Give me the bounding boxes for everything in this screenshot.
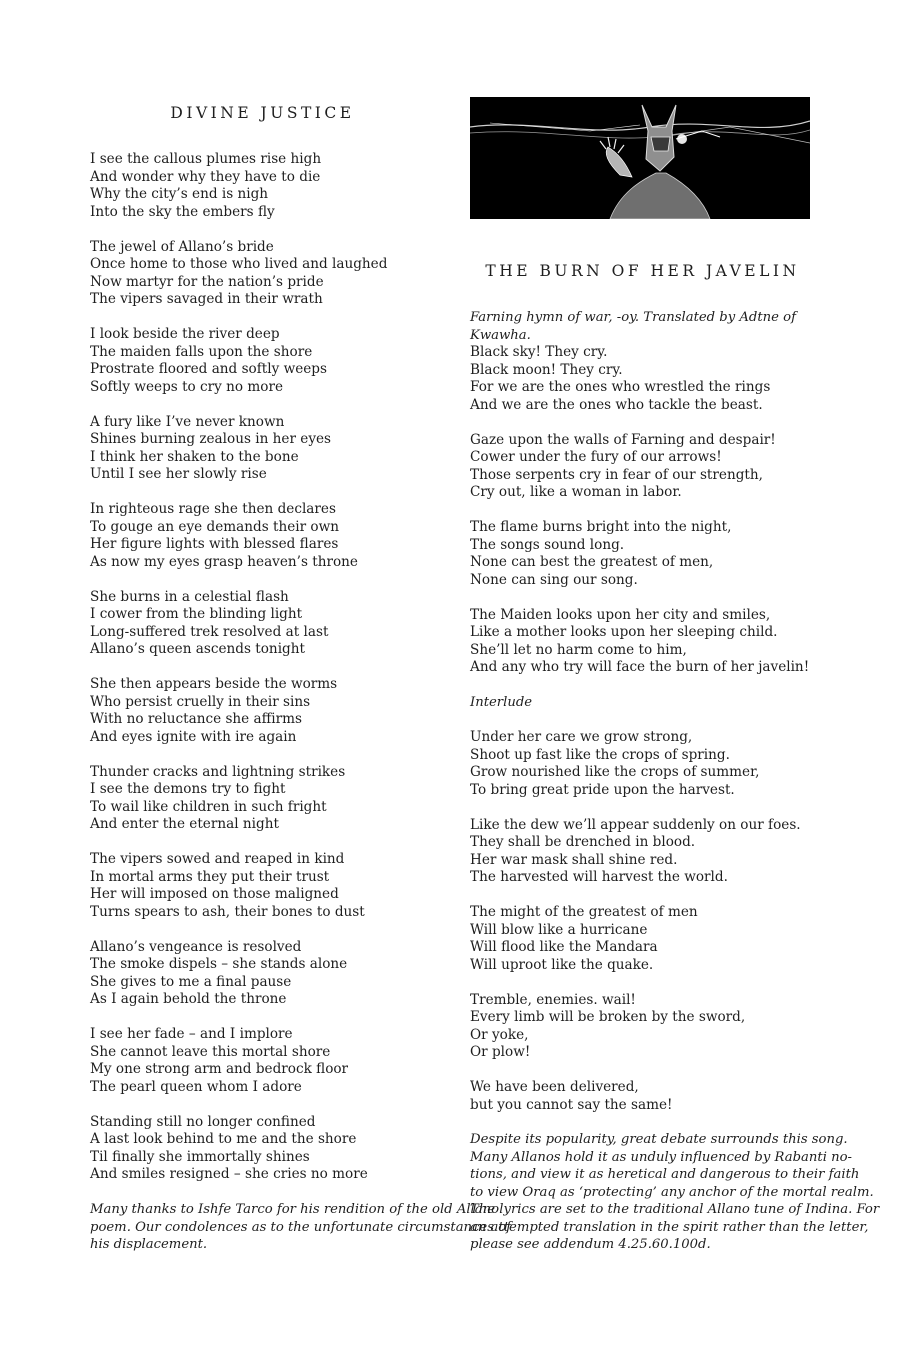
interlude-label: Interlude [470,695,533,710]
note-line: please see addendum 4.25.60.100d. [470,1237,711,1252]
note-line: Many Allanos hold it as unduly influenced by Rabanti no- [470,1149,853,1165]
poem-line: She gives to me a final pause [90,973,292,990]
poem-line: The pearl queen whom I adore [90,1078,302,1095]
poem-line: She then appears beside the worms [90,676,338,692]
poem-line: They shall be drenched in blood. [470,834,696,850]
poem-line: I think her shaken to the bone [90,448,299,465]
note-line: tions, and view it as heretical and dangerous to their faith [470,1167,860,1182]
poem-line: And any who try will face the burn of her javelin! [470,659,810,675]
poem-line: Her will imposed on those maligned [90,886,339,902]
poem-line: A last look behind to me and the shore [90,1131,357,1147]
poem-line: I see the demons try to fight [90,781,286,797]
poem-line: The flame burns bright into the night, [470,519,732,535]
poem-title-divine-justice: DIVINE JUSTICE [170,104,355,122]
poem-line: With no reluctance she affirms [90,711,303,727]
stanza [470,607,815,677]
poem-line: Cry out, like a woman in labor. [470,484,682,500]
stanza [90,851,435,921]
poem-body-divine-justice [90,151,435,1201]
poem-line: Like the dew we’ll appear suddenly on our foes. [470,816,801,833]
poem-line: Or plow! [470,1044,531,1060]
poem-line: The jewel of Allano’s bride [90,238,274,255]
poem-line: None can sing our song. [470,571,638,588]
poem-body-burn-part-b [470,729,815,1132]
poem-line: Grow nourished like the crops of summer, [470,764,760,780]
poem-line: The vipers savaged in their wrath [90,291,323,307]
poem-body-burn-part-a [470,344,815,694]
poem-line: Who persist cruelly in their sins [90,693,311,710]
poem-line: Allano’s vengeance is resolved [90,938,302,955]
poem-line: Her war mask shall shine red. [470,851,678,868]
poem-line: And eyes ignite with ire again [90,728,297,745]
poem-line: She cannot leave this mortal shore [90,1043,331,1060]
stanza [90,414,435,484]
poem-line: Shines burning zealous in her eyes [90,431,332,447]
poem-line: For we are the ones who wrestled the rings [470,379,771,395]
poem-line: Will flood like the Mandara [470,939,658,955]
poem-line: Tremble, enemies. wail! [470,991,636,1008]
poem-line: In mortal arms they put their trust [90,868,330,885]
poem-line: Thunder cracks and lightning strikes [90,763,346,780]
poem-line: Once home to those who lived and laughed [90,256,388,272]
poem-line: Under her care we grow strong, [470,729,693,745]
note-line: his displacement. [90,1237,208,1252]
poem-line: The vipers sowed and reaped in kind [90,851,345,867]
poem-line: Her figure lights with blessed flares [90,536,339,552]
poem-line: Black sky! They cry. [470,344,608,360]
poem-note-left [90,1201,512,1254]
poem-line: Every limb will be broken by the sword, [470,1009,746,1025]
poem-line: The songs sound long. [470,536,625,553]
poem-line: Like a mother looks upon her sleeping child. [470,624,778,640]
stanza [470,904,815,974]
poem-line: I see her fade – and I implore [90,1026,293,1042]
stanza [90,589,435,659]
poem-line: In righteous rage she then declares [90,501,336,517]
illustration-banner [470,97,810,219]
stanza [470,1079,815,1114]
poem-line: Turns spears to ash, their bones to dust [90,903,365,920]
poem-line: Or yoke, [470,1026,529,1043]
poem-line: The might of the greatest of men [470,904,698,920]
poem-line: Til finally she immortally shines [90,1148,310,1165]
stanza [470,432,815,502]
stanza [90,501,435,571]
poem-line: And wonder why they have to die [90,168,321,185]
poem-line: Softly weeps to cry no more [90,378,284,395]
masked-figure-illustration [470,97,810,219]
poem-line: None can best the greatest of men, [470,554,714,570]
stanza [90,326,435,396]
poem-note-right [470,1131,880,1254]
stanza [90,239,435,309]
poem-line: And enter the eternal night [90,816,279,832]
stanza [90,1114,435,1184]
poem-line: Why the city’s end is nigh [90,186,269,202]
stanza [90,676,435,746]
poem-line: Those serpents cry in fear of our strength, [470,466,763,483]
poem-line: To bring great pride upon the harvest. [470,781,735,798]
poem-line: Standing still no longer confined [90,1113,316,1130]
poem-line: Cower under the fury of our arrows! [470,449,722,465]
poem-line: The Maiden looks upon her city and smiles, [470,606,771,623]
stanza [470,344,815,414]
poem-line: The harvested will harvest the world. [470,869,728,885]
note-line: to view Oraq as ‘protecting’ any anchor of the mortal realm. [470,1184,874,1200]
poem-subtitle: Farning hymn of war, -oy. Translated by Adtne of Kwawha. [470,310,796,343]
poem-line: Long-suffered trek resolved at last [90,623,329,640]
stanza [470,729,815,799]
poem-line: I cower from the blinding light [90,606,303,622]
poem-line: The maiden falls upon the shore [90,343,313,360]
poem-line: We have been delivered, [470,1079,639,1095]
note-line: The lyrics are set to the traditional Allano tune of Indina. For [470,1202,880,1217]
poem-line: Allano’s queen ascends tonight [90,641,305,657]
poem-line: Into the sky the embers fly [90,203,275,220]
poem-line: And smiles resigned – she cries no more [90,1166,368,1182]
poem-line: Until I see her slowly rise [90,466,267,482]
note-line: Despite its popularity, great debate surrounds this song. [470,1132,848,1147]
stanza [470,992,815,1062]
poem-line: She burns in a celestial flash [90,588,289,605]
poem-line: Prostrate floored and softly weeps [90,361,327,377]
note-line: an attempted translation in the spirit rather than the letter, [470,1219,869,1235]
poem-title-burn-of-her-javelin: THE BURN OF HER JAVELIN [485,262,800,280]
poem-line: As I again behold the throne [90,991,287,1007]
stanza [470,817,815,887]
note-line: poem. Our condolences as to the unfortunate circumstances of [90,1219,512,1235]
stanza [90,764,435,834]
poem-line: Will uproot like the quake. [470,956,654,973]
stanza [90,1026,435,1096]
poem-line: Now martyr for the nation’s pride [90,273,324,290]
poem-line: Black moon! They cry. [470,361,623,378]
poem-line: Gaze upon the walls of Farning and despair! [470,431,776,448]
poem-line: The smoke dispels – she stands alone [90,956,348,972]
stanza [90,939,435,1009]
poem-line: Will blow like a hurricane [470,921,648,938]
poem-line: And we are the ones who tackle the beast. [470,396,763,413]
poem-line: I look beside the river deep [90,326,280,342]
poem-line: To gouge an eye demands their own [90,518,339,535]
poem-line: I see the callous plumes rise high [90,151,322,167]
stanza [470,519,815,589]
poem-line: but you cannot say the same! [470,1096,673,1113]
poem-line: Shoot up fast like the crops of spring. [470,746,730,763]
poem-line: A fury like I’ve never known [90,413,285,430]
poem-line: She’ll let no harm come to him, [470,641,687,658]
note-line: Many thanks to Ishfe Tarco for his rendition of the old Allano [90,1202,500,1217]
stanza [90,151,435,221]
poem-line: As now my eyes grasp heaven’s throne [90,553,358,570]
poem-line: My one strong arm and bedrock floor [90,1061,349,1077]
poem-line: To wail like children in such fright [90,798,327,815]
